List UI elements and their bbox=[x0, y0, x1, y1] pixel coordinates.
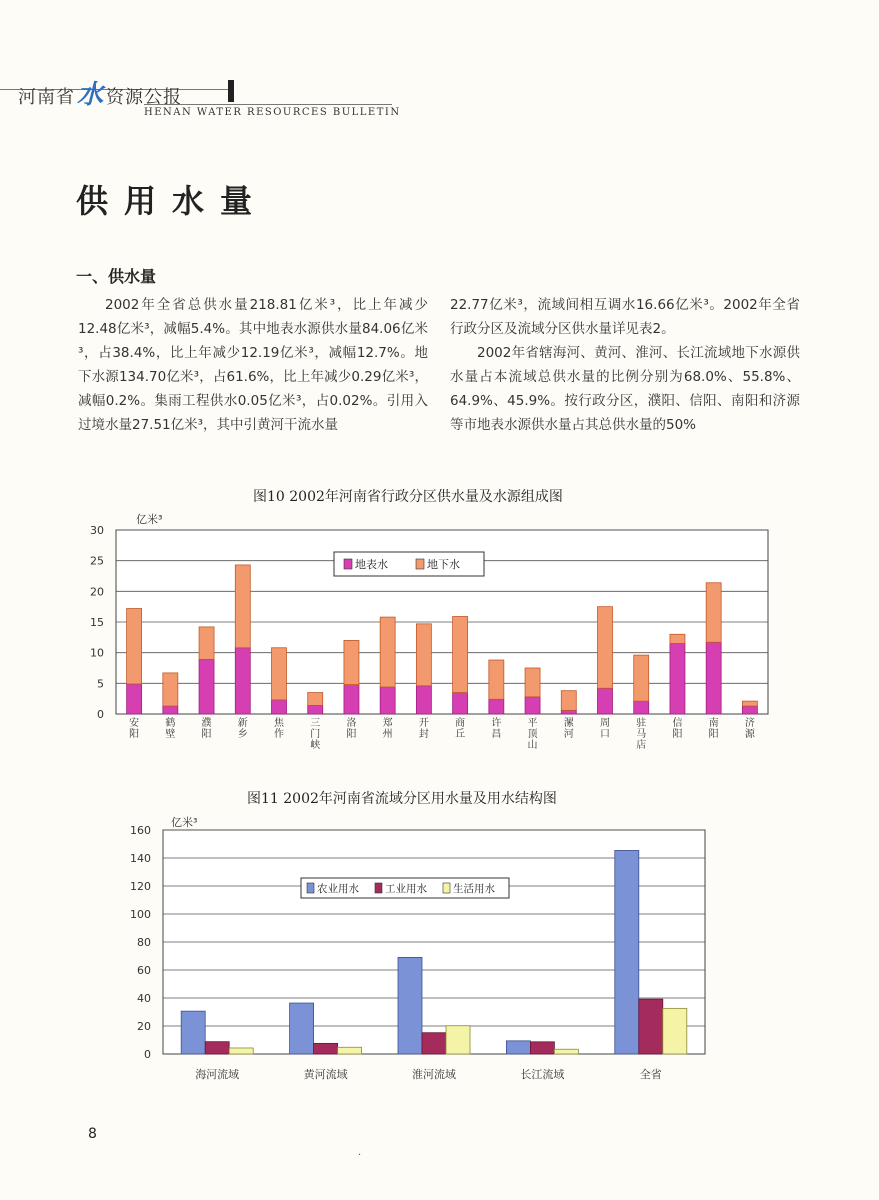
bar-地下水 bbox=[742, 701, 757, 706]
y-tick-label: 20 bbox=[90, 585, 104, 599]
x-tick-label: 平顶山 bbox=[527, 718, 538, 751]
y-tick-label: 60 bbox=[137, 964, 151, 977]
bar-地表水 bbox=[598, 688, 613, 714]
bar-地下水 bbox=[235, 565, 250, 648]
bar-生活用水 bbox=[554, 1049, 578, 1054]
x-tick-label: 三门峡 bbox=[310, 718, 321, 751]
bar-地表水 bbox=[344, 685, 359, 714]
bar-地表水 bbox=[416, 686, 431, 714]
x-tick-label: 南阳 bbox=[708, 718, 719, 740]
x-tick-label: 信阳 bbox=[672, 718, 683, 740]
bar-地表水 bbox=[561, 710, 576, 714]
y-tick-label: 0 bbox=[144, 1048, 151, 1061]
legend-swatch bbox=[443, 883, 450, 893]
x-tick-label: 郑州 bbox=[382, 718, 393, 740]
legend-label: 地下水 bbox=[427, 558, 460, 571]
bar-生活用水 bbox=[229, 1048, 253, 1054]
x-tick-label: 漯河 bbox=[563, 718, 574, 740]
figure10-caption: 图10 2002年河南省行政分区供水量及水源组成图 bbox=[253, 489, 563, 505]
bar-农业用水 bbox=[506, 1041, 530, 1054]
bar-农业用水 bbox=[398, 957, 422, 1054]
paragraph-supply-total: 2002年全省总供水量218.81亿米³，比上年减少12.48亿米³，减幅5.4%。其中地表水源供水量84.06亿米³，占38.4%，比上年减少12.19亿米³，减幅12.7%。地下水源134.70亿米³，占61.6%，比上年减少0.29亿米³，减幅0.2%。集雨工程供水0.05亿米³，占0.02%。引用入过境水量27.51亿米³，其中引黄河干流水量 bbox=[78, 297, 428, 433]
y-tick-label: 0 bbox=[97, 708, 104, 721]
text-column-left bbox=[78, 293, 428, 437]
legend-swatch bbox=[375, 883, 382, 893]
bar-地表水 bbox=[706, 642, 721, 714]
bar-工业用水 bbox=[314, 1043, 338, 1054]
x-tick-label: 黄河流域 bbox=[303, 1068, 348, 1081]
y-tick-label: 25 bbox=[90, 554, 104, 568]
header-bar-mark bbox=[228, 80, 234, 102]
bulletin-subtitle: HENAN WATER RESOURCES BULLETIN bbox=[144, 104, 392, 118]
bar-地下水 bbox=[706, 583, 721, 642]
legend-label: 工业用水 bbox=[385, 883, 427, 895]
x-tick-label: 海河流域 bbox=[195, 1068, 240, 1081]
page-number: 8 bbox=[88, 1126, 97, 1142]
x-tick-label: 淮河流域 bbox=[412, 1068, 456, 1081]
x-tick-label: 许昌 bbox=[491, 718, 502, 740]
x-tick-label: 驻马店 bbox=[636, 718, 647, 751]
bar-工业用水 bbox=[205, 1042, 229, 1054]
bar-地下水 bbox=[416, 624, 431, 686]
bar-地表水 bbox=[235, 648, 250, 714]
bar-地下水 bbox=[453, 616, 468, 692]
bar-地表水 bbox=[634, 701, 649, 714]
bulletin-title-pre: 河南省 bbox=[18, 87, 75, 108]
x-tick-label: 洛阳 bbox=[346, 718, 357, 740]
bar-地表水 bbox=[199, 659, 214, 714]
bar-地下水 bbox=[525, 668, 540, 697]
bar-地下水 bbox=[380, 617, 395, 687]
bar-地下水 bbox=[272, 648, 287, 700]
paragraph-groundwater-share: 2002年省辖海河、黄河、淮河、长江流域地下水源供水量占本流域总供水量的比例分别为68.0%、55.8%、64.9%、45.9%。按行政分区，濮阳、信阳、南阳和济源等市地表水源供水量占其总供水量的50% bbox=[450, 345, 800, 433]
y-tick-label: 20 bbox=[137, 1020, 151, 1033]
bar-地下水 bbox=[561, 691, 576, 711]
bar-地表水 bbox=[670, 643, 685, 714]
y-axis-unit: 亿米³ bbox=[171, 816, 198, 829]
bar-地表水 bbox=[525, 697, 540, 714]
bar-地表水 bbox=[380, 687, 395, 714]
x-tick-label: 濮阳 bbox=[201, 718, 212, 740]
legend-swatch bbox=[307, 883, 314, 893]
bar-地下水 bbox=[670, 634, 685, 643]
bar-地表水 bbox=[272, 700, 287, 714]
y-tick-label: 10 bbox=[90, 646, 104, 660]
text-column-right bbox=[450, 293, 800, 437]
bar-工业用水 bbox=[422, 1033, 446, 1054]
y-tick-label: 15 bbox=[90, 616, 104, 629]
bar-地表水 bbox=[742, 706, 757, 714]
y-tick-label: 80 bbox=[137, 936, 151, 949]
page-title: 供用水量 bbox=[76, 182, 269, 220]
bulletin-title-post: 资源公报 bbox=[106, 87, 183, 108]
y-tick-label: 100 bbox=[130, 908, 151, 921]
bar-地表水 bbox=[163, 706, 178, 714]
footer-dot: · bbox=[358, 1150, 362, 1161]
bar-地下水 bbox=[344, 640, 359, 684]
bar-地表水 bbox=[127, 684, 142, 714]
figure11-chart bbox=[120, 812, 720, 1102]
legend-label: 地表水 bbox=[355, 558, 388, 571]
bar-生活用水 bbox=[338, 1047, 362, 1054]
legend-swatch bbox=[344, 559, 352, 569]
legend-swatch bbox=[416, 559, 424, 569]
y-tick-label: 5 bbox=[97, 677, 104, 691]
legend-label: 生活用水 bbox=[453, 883, 495, 895]
bar-农业用水 bbox=[181, 1011, 205, 1054]
bar-地下水 bbox=[489, 660, 504, 699]
figure11-caption: 图11 2002年河南省流域分区用水量及用水结构图 bbox=[247, 791, 557, 807]
section-heading: 一、供水量 bbox=[76, 267, 157, 286]
x-tick-label: 全省 bbox=[639, 1068, 662, 1081]
x-tick-label: 鹤壁 bbox=[165, 718, 176, 740]
x-tick-label: 济源 bbox=[744, 718, 755, 740]
bar-农业用水 bbox=[615, 850, 639, 1054]
x-tick-label: 开封 bbox=[418, 718, 429, 740]
bar-地下水 bbox=[634, 655, 649, 701]
bar-地表水 bbox=[453, 693, 468, 714]
y-tick-label: 160 bbox=[130, 824, 151, 837]
bar-地下水 bbox=[199, 627, 214, 660]
figure10-chart bbox=[70, 508, 790, 778]
paragraph-supply-cont: 22.77亿米³，流域间相互调水16.66亿米³。2002年全省行政分区及流域分区供水量详见表2。 bbox=[450, 297, 800, 337]
x-tick-label: 商丘 bbox=[455, 718, 466, 740]
bar-农业用水 bbox=[290, 1003, 314, 1054]
legend-label: 农业用水 bbox=[317, 883, 359, 895]
bar-地表水 bbox=[308, 705, 323, 714]
y-tick-label: 30 bbox=[90, 524, 104, 537]
bar-地下水 bbox=[163, 673, 178, 706]
x-tick-label: 安阳 bbox=[129, 718, 140, 740]
y-axis-unit: 亿米³ bbox=[136, 513, 163, 526]
x-tick-label: 新乡 bbox=[237, 718, 248, 740]
bar-生活用水 bbox=[446, 1026, 470, 1054]
y-tick-label: 40 bbox=[137, 992, 151, 1005]
water-logo: 水 bbox=[77, 80, 105, 110]
y-tick-label: 120 bbox=[130, 880, 151, 893]
bar-地下水 bbox=[308, 693, 323, 706]
bar-工业用水 bbox=[639, 999, 663, 1054]
x-tick-label: 周口 bbox=[600, 718, 610, 740]
bar-地表水 bbox=[489, 699, 504, 714]
bar-工业用水 bbox=[530, 1042, 554, 1054]
bar-地下水 bbox=[127, 609, 142, 684]
x-tick-label: 长江流域 bbox=[520, 1068, 565, 1081]
x-tick-label: 焦作 bbox=[274, 718, 284, 740]
bar-地下水 bbox=[598, 607, 613, 689]
bar-生活用水 bbox=[663, 1008, 687, 1054]
y-tick-label: 140 bbox=[130, 852, 151, 865]
